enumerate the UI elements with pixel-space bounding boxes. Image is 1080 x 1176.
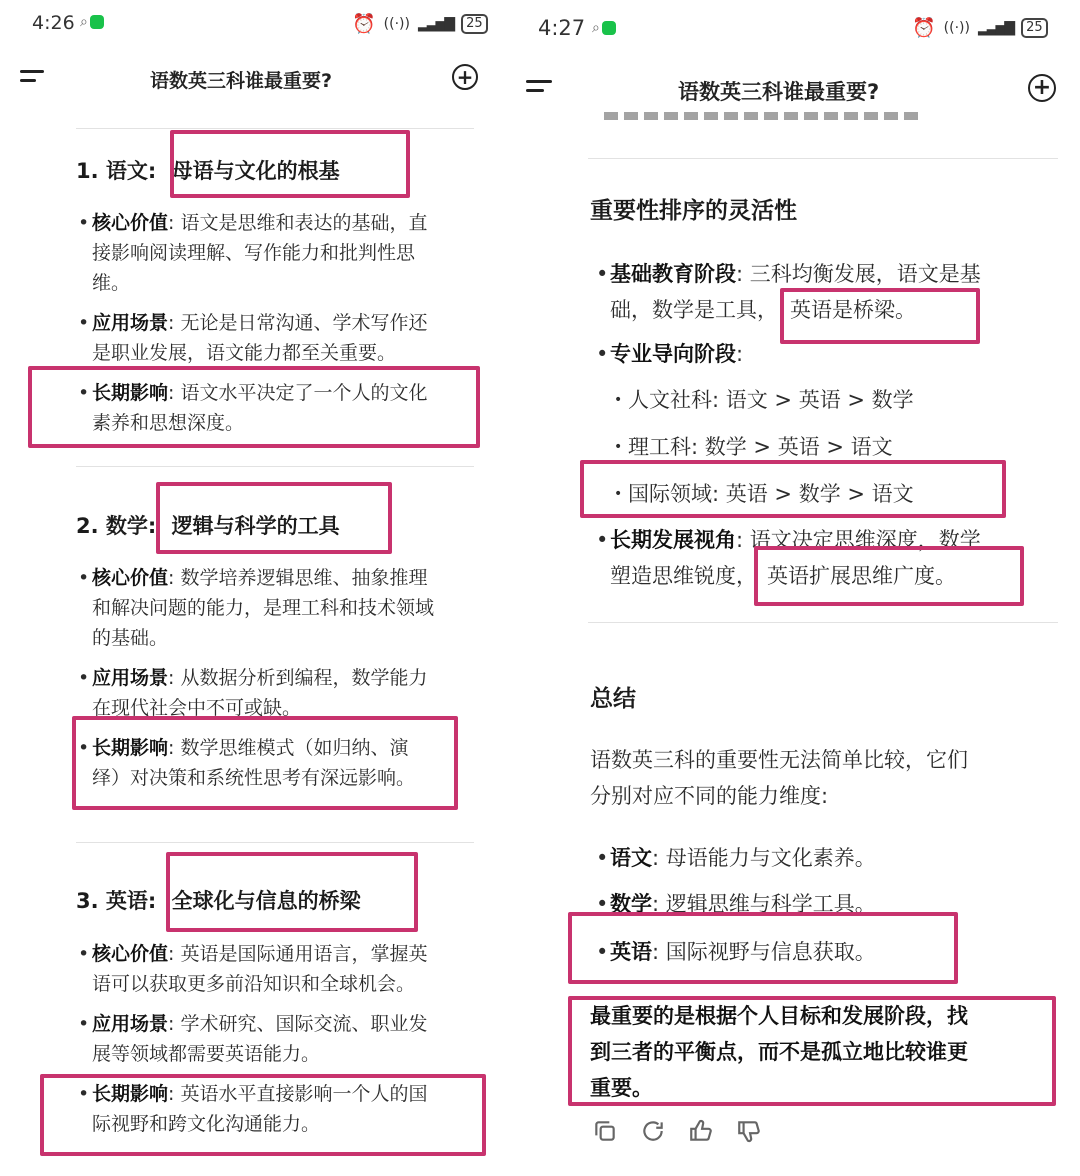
new-chat-icon[interactable]: +	[1028, 74, 1056, 102]
divider	[588, 158, 1058, 159]
summary-text: 分别对应不同的能力维度:	[590, 784, 829, 808]
bullet-label: 应用场景	[92, 1013, 169, 1035]
bullet-label: 数学	[610, 892, 652, 916]
section-number: 2. 数学:	[76, 514, 157, 538]
status-bar	[514, 4, 1080, 44]
highlight-box	[580, 460, 1006, 518]
section-subtitle: 逻辑与科学的工具	[171, 514, 340, 538]
section-heading: 重要性排序的灵活性	[590, 198, 797, 224]
bullet-text: 英语是桥梁。	[790, 298, 916, 322]
highlight-box	[28, 366, 480, 448]
section-number: 1. 语文:	[76, 159, 157, 183]
new-chat-icon[interactable]: +	[452, 64, 478, 90]
list-item: • 专业导向阶段:	[596, 342, 744, 366]
bullet-text: : 三科均衡发展，语文是基	[736, 262, 981, 286]
menu-icon[interactable]	[20, 70, 44, 88]
bullet-text: : 母语能力与文化素养。	[652, 846, 876, 870]
wifi-icon: ((·))	[943, 19, 970, 36]
bullet-text: 的基础。	[92, 627, 169, 649]
sub-list-item: • 国际领域: 英语 > 数学 > 语文	[614, 482, 914, 506]
highlight-box	[754, 546, 1024, 606]
section-subtitle: 全球化与信息的桥梁	[171, 889, 361, 913]
bullet-text: 绎）对决策和系统性思考有深远影响。	[92, 767, 416, 789]
thumbs-down-icon[interactable]	[736, 1118, 762, 1144]
highlight-box	[170, 130, 410, 198]
bullet-text: 接影响阅读理解、写作能力和批判性思	[92, 242, 416, 264]
summary-text: 语数英三科的重要性无法简单比较，它们	[590, 748, 968, 772]
bullet-text: 展等领域都需要英语能力。	[92, 1043, 321, 1065]
bullet-label: 核心价值	[92, 943, 169, 965]
divider	[588, 622, 1058, 623]
alarm-icon: ⏰	[912, 17, 936, 39]
bullet-text: 素养和思想深度。	[92, 412, 245, 434]
divider	[76, 842, 474, 843]
bullet-text: : 语文决定思维深度，数学	[736, 528, 981, 552]
sub-item-text: 国际领域: 英语 > 数学 > 语文	[628, 482, 914, 506]
list-item: • 长期影响: 语文水平决定了一个人的文化 素养和思想深度。	[78, 382, 428, 434]
bullet-label: 语文	[610, 846, 652, 870]
list-item: • 长期发展视角: 语文决定思维深度，数学 塑造思维锐度， 英语扩展思维广度。	[596, 528, 981, 588]
highlight-box	[156, 482, 392, 554]
alarm-icon: ⏰	[352, 13, 376, 35]
status-icons	[352, 12, 488, 35]
bullet-text: : 英语是国际通用语言，掌握英	[168, 943, 428, 965]
signal-icon: ▂▃▅▇	[417, 15, 454, 32]
page-title: 语数英三科谁最重要?	[678, 80, 880, 104]
list-item: • 语文: 母语能力与文化素养。	[596, 846, 876, 870]
sub-item-text: 人文社科: 语文 > 英语 > 数学	[628, 388, 914, 412]
bullet-text: : 国际视野与信息获取。	[652, 940, 876, 964]
bullet-label: 应用场景	[92, 312, 169, 334]
wifi-icon: ((·))	[383, 15, 410, 32]
bullet-label: 长期发展视角	[610, 528, 736, 552]
bullet-text: 在现代社会中不可或缺。	[92, 697, 302, 719]
status-time: 4:27	[538, 16, 586, 40]
battery-indicator: 25	[1021, 18, 1048, 38]
bullet-text: 和解决问题的能力，是理工科和技术领域	[92, 597, 435, 619]
bullet-text: : 数学思维模式（如归纳、演	[168, 737, 409, 759]
copy-icon[interactable]	[592, 1118, 618, 1144]
bullet-text: : 语文是思维和表达的基础，直	[168, 212, 428, 234]
highlight-box	[568, 996, 1056, 1106]
bullet-label: 专业导向阶段	[610, 342, 736, 366]
bullet-text: : 从数据分析到编程，数学能力	[168, 667, 428, 689]
bullet-label: 核心价值	[92, 567, 169, 589]
bullet-label: 核心价值	[92, 212, 169, 234]
highlight-box	[72, 716, 458, 810]
highlight-box	[166, 852, 418, 932]
list-item: • 核心价值: 数学培养逻辑思维、抽象推理 和解决问题的能力，是理工科和技术领域 的基础。	[78, 567, 435, 649]
highlight-box	[40, 1074, 486, 1156]
regenerate-icon[interactable]	[640, 1118, 666, 1144]
bullet-text: 语可以获取更多前沿知识和全球机会。	[92, 973, 416, 995]
list-item: • 核心价值: 语文是思维和表达的基础，直 接影响阅读理解、写作能力和批判性思 维。	[78, 212, 428, 294]
list-item: • 核心价值: 英语是国际通用语言，掌握英 语可以获取更多前沿知识和全球机会。	[78, 943, 428, 995]
bullet-text: 维。	[92, 272, 131, 294]
status-time: 4:26	[32, 12, 75, 34]
list-item: • 应用场景: 学术研究、国际交流、职业发 展等领域都需要英语能力。	[78, 1013, 428, 1065]
list-item: • 应用场景: 无论是日常沟通、学术写作还 是职业发展，语文能力都至关重要。	[78, 312, 428, 364]
list-item: • 应用场景: 从数据分析到编程，数学能力 在现代社会中不可或缺。	[78, 667, 428, 719]
right-screenshot-panel	[514, 0, 1080, 1176]
thumbs-up-icon[interactable]	[688, 1118, 714, 1144]
chat-notification-icon: ⌕	[592, 20, 616, 36]
sub-item-text: 理工科: 数学 > 英语 > 语文	[628, 435, 893, 459]
highlight-box	[568, 912, 958, 984]
section-subtitle: 母语与文化的根基	[171, 159, 340, 183]
bullet-text: :	[736, 342, 744, 366]
sub-list-item: • 理工科: 数学 > 英语 > 语文	[614, 435, 893, 459]
conclusion-text: 最重要的是根据个人目标和发展阶段，找	[590, 1004, 968, 1028]
bullet-text: : 无论是日常沟通、学术写作还	[168, 312, 428, 334]
list-item: • 长期影响: 数学思维模式（如归纳、演 绎）对决策和系统性思考有深远影响。	[78, 737, 416, 789]
bullet-text: 础，数学是工具，	[610, 298, 778, 322]
divider	[76, 466, 474, 467]
bullet-label: 应用场景	[92, 667, 169, 689]
bullet-text: 际视野和跨文化沟通能力。	[92, 1113, 321, 1135]
page-title: 语数英三科谁最重要?	[150, 70, 333, 92]
bullet-text: 英语扩展思维广度。	[767, 564, 956, 588]
left-screenshot-panel	[0, 0, 506, 1176]
conclusion-text: 重要。	[590, 1076, 653, 1100]
highlight-box	[780, 288, 980, 344]
chat-notification-icon: ⌕	[80, 14, 104, 30]
divider	[76, 128, 474, 129]
bullet-text: : 语文水平决定了一个人的文化	[168, 382, 428, 404]
battery-indicator: 25	[461, 14, 488, 34]
list-item: • 英语: 国际视野与信息获取。	[596, 940, 876, 964]
signal-icon: ▂▃▅▇	[977, 19, 1014, 36]
bullet-text: : 英语水平直接影响一个人的国	[168, 1083, 428, 1105]
status-bar	[0, 0, 506, 40]
summary-intro	[590, 742, 968, 814]
bullet-text: 塑造思维锐度，	[610, 564, 757, 588]
list-item: • 基础教育阶段: 三科均衡发展，语文是基 础，数学是工具， 英语是桥梁。	[596, 262, 981, 322]
bullet-text: : 逻辑思维与科学工具。	[652, 892, 876, 916]
bullet-label: 长期影响	[92, 1083, 169, 1105]
bullet-text: : 学术研究、国际交流、职业发	[168, 1013, 428, 1035]
status-icons	[912, 16, 1048, 39]
list-item: • 长期影响: 英语水平直接影响一个人的国 际视野和跨文化沟通能力。	[78, 1083, 428, 1135]
bullet-label: 长期影响	[92, 737, 169, 759]
bullet-text: 是职业发展，语文能力都至关重要。	[92, 342, 397, 364]
bullet-label: 英语	[610, 940, 652, 964]
panel-separator	[506, 0, 514, 1176]
section-number: 3. 英语:	[76, 889, 157, 913]
scrolled-text-fragment	[604, 112, 924, 120]
conclusion-text: 到三者的平衡点，而不是孤立地比较谁更	[590, 1040, 968, 1064]
list-item: • 数学: 逻辑思维与科学工具。	[596, 892, 876, 916]
sub-list-item: • 人文社科: 语文 > 英语 > 数学	[614, 388, 914, 412]
bullet-label: 长期影响	[92, 382, 169, 404]
bullet-label: 基础教育阶段	[610, 262, 736, 286]
bullet-text: : 数学培养逻辑思维、抽象推理	[168, 567, 428, 589]
menu-icon[interactable]	[526, 80, 552, 98]
summary-heading: 总结	[590, 686, 636, 712]
